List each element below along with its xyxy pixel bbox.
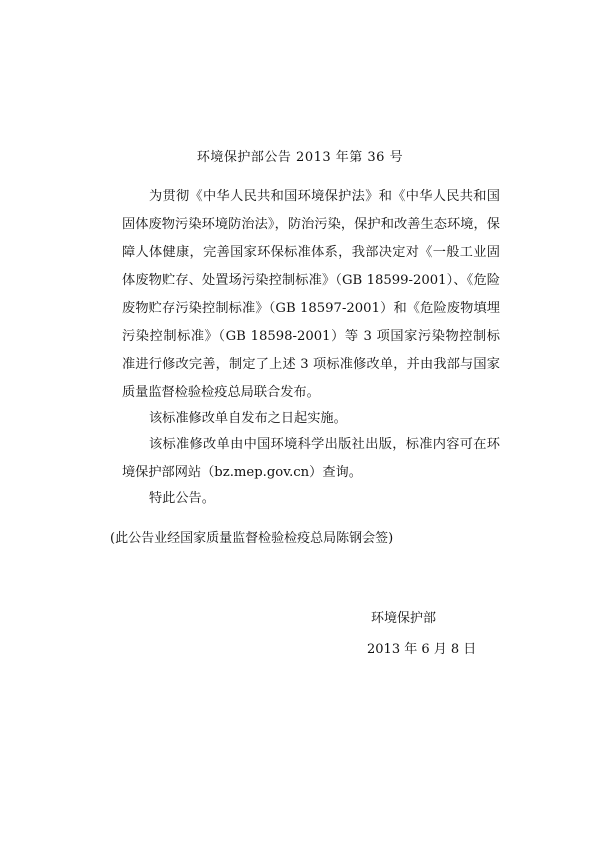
signature-organization: 环境保护部 [371, 611, 437, 626]
document-title: 环境保护部公告 2013 年第 36 号 [196, 150, 404, 165]
signature-date: 2013 年 6 月 8 日 [367, 642, 477, 657]
paragraph-effective-date: 该标准修改单自发布之日起实施。 [149, 411, 347, 426]
countersign-note: (此公告业经国家质量监督检验检疫总局陈钢会签) [110, 531, 394, 546]
paragraph-publication: 该标准修改单由中国环境科学出版社出版，标准内容可在环境保护部网站（bz.mep.gov.cn）查询。 [122, 437, 500, 480]
paragraph-announcement: 特此公告。 [149, 491, 215, 506]
paragraph-main: 为贯彻《中华人民共和国环境保护法》和《中华人民共和国固体废物污染环境防治法》，防治污染，保护和改善生态环境，保障人体健康，完善国家环保标准体系，我部决定对《一般工业固体废物贮存、处置场污染控制标准》（GB 18599-2001）、《危险废物贮存污染控制标准》（GB 18597-2001）和《危险废物填埋污染控制标准》（GB 18598-2001）等 3 项国家污染物控制标准进行修改完善，制定了上述 3 项标准修改单，并由我部与国家质量监督检验检疫总局联合发布。 [122, 189, 500, 400]
